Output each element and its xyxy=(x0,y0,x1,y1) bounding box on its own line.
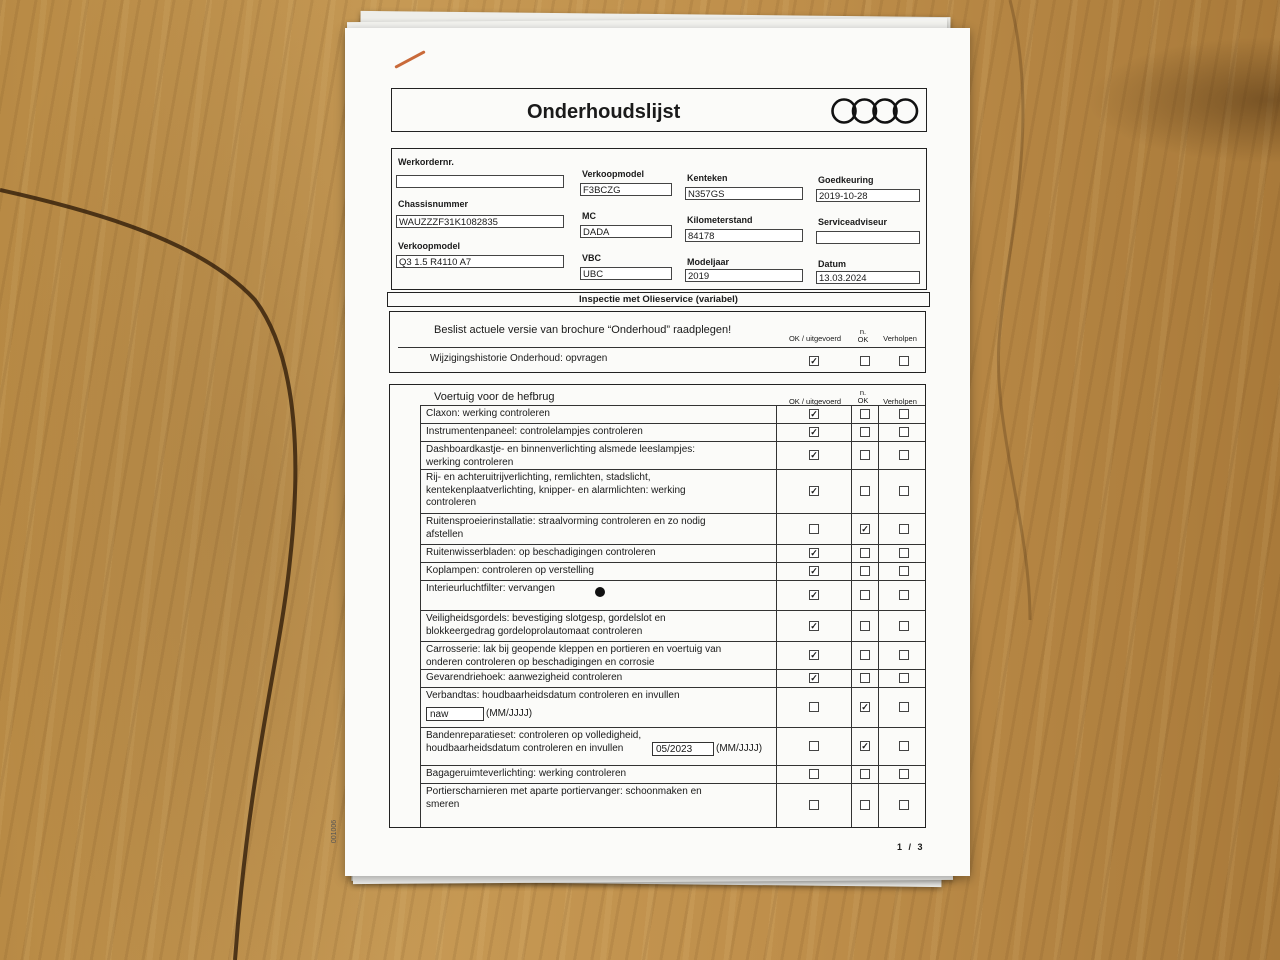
row-divider xyxy=(420,580,925,581)
row-divider xyxy=(420,562,925,563)
serviceadviseur-label: Serviceadviseur xyxy=(818,217,888,227)
row-divider xyxy=(420,669,925,670)
nok-checkbox[interactable] xyxy=(860,650,870,660)
row-divider xyxy=(420,610,925,611)
item-label: Wijzigingshistorie Onderhoud: opvragen xyxy=(430,353,608,364)
ok-checkbox[interactable]: ✓ xyxy=(810,450,818,460)
verholpen-checkbox[interactable] xyxy=(899,673,909,683)
werkordernr-label: Werkordernr. xyxy=(398,157,454,167)
date-format-hint: (MM/JJJJ) xyxy=(486,708,533,719)
ok-checkbox[interactable]: ✓ xyxy=(810,486,818,496)
vehicle-header xyxy=(391,148,927,290)
verkoopmodel-field[interactable]: Q3 1.5 R4110 A7 xyxy=(396,255,564,268)
modeljaar-label: Modeljaar xyxy=(687,257,730,267)
item-label: Ruitensproeierinstallatie: straalvorming controleren en zo nodig afstellen xyxy=(426,516,706,540)
datum-label: Datum xyxy=(818,259,847,269)
verholpen-checkbox[interactable] xyxy=(899,650,909,660)
item-label: Bandenreparatieset: controleren op volledigheid, houdbaarheidsdatum controleren en invullen xyxy=(426,730,642,754)
column-verholpen: Verholpen xyxy=(883,334,917,343)
ok-checkbox[interactable] xyxy=(809,524,819,534)
nok-checkbox[interactable] xyxy=(860,566,870,576)
nok-checkbox[interactable] xyxy=(860,673,870,683)
verholpen-checkbox[interactable] xyxy=(899,769,909,779)
row-divider xyxy=(420,423,925,424)
date-input[interactable]: 05/2023 xyxy=(652,742,714,756)
row-divider xyxy=(420,783,925,784)
ok-checkbox[interactable] xyxy=(809,702,819,712)
nok-checkbox[interactable] xyxy=(860,800,870,810)
datum-field[interactable]: 13.03.2024 xyxy=(816,271,920,284)
verholpen-checkbox[interactable] xyxy=(899,800,909,810)
nok-checkbox[interactable] xyxy=(860,409,870,419)
vbc-label: VBC xyxy=(582,253,602,263)
verholpen-checkbox[interactable] xyxy=(899,524,909,534)
nok-checkbox[interactable] xyxy=(860,450,870,460)
page-title: Onderhoudslijst xyxy=(527,101,681,123)
item-label: Instrumentenpaneel: controlelampjes controleren xyxy=(426,426,643,437)
item-label: Bagageruimteverlichting: werking controleren xyxy=(426,768,627,779)
date-input[interactable]: naw xyxy=(426,707,484,721)
column-ok: OK / uitgevoerd xyxy=(788,334,842,343)
row-divider xyxy=(420,441,925,442)
title-box xyxy=(391,88,927,132)
nok-checkbox[interactable]: ✓ xyxy=(861,702,869,712)
verholpen-checkbox[interactable] xyxy=(899,356,909,366)
item-label: Carrosserie: lak bij geopende kleppen en portieren en voertuig van onderen controleren op beschadigingen en corrosie xyxy=(426,644,722,668)
nok-checkbox[interactable] xyxy=(860,621,870,631)
item-label: Gevarendriehoek: aanwezigheid controleren xyxy=(426,672,623,683)
audi-rings-logo xyxy=(830,97,920,125)
ok-checkbox[interactable]: ✓ xyxy=(810,620,818,631)
verholpen-checkbox[interactable] xyxy=(899,450,909,460)
row-divider xyxy=(420,765,925,766)
verholpen-checkbox[interactable] xyxy=(899,409,909,419)
item-label: Verbandtas: houdbaarheidsdatum controleren en invullen xyxy=(426,690,680,701)
vbc-field[interactable]: UBC xyxy=(580,267,672,280)
ok-checkbox[interactable]: ✓ xyxy=(810,673,818,683)
verholpen-checkbox[interactable] xyxy=(899,621,909,631)
row-divider xyxy=(420,513,925,514)
maintenance-form xyxy=(331,28,970,876)
item-label: Interieurluchtfilter: vervangen xyxy=(426,583,555,594)
item-label: Portierscharnieren met aparte portiervanger: schoonmaken en smeren xyxy=(426,786,702,810)
item-label: Koplampen: controleren op verstelling xyxy=(426,565,594,576)
goedkeuring-field[interactable]: 2019-10-28 xyxy=(816,189,920,202)
row-divider xyxy=(420,727,925,728)
row-divider xyxy=(420,641,925,642)
nok-checkbox[interactable]: ✓ xyxy=(861,741,869,751)
verholpen-checkbox[interactable] xyxy=(899,702,909,712)
nok-checkbox[interactable] xyxy=(860,356,870,366)
nok-checkbox[interactable] xyxy=(860,486,870,496)
row-divider xyxy=(398,347,925,348)
group-hefbrug xyxy=(389,384,926,828)
kilometerstand-field[interactable]: 84178 xyxy=(685,229,803,242)
ok-checkbox[interactable]: ✓ xyxy=(810,409,818,419)
page-number: 1 / 3 xyxy=(897,842,925,852)
nok-checkbox[interactable]: ✓ xyxy=(861,523,869,534)
nok-checkbox[interactable] xyxy=(860,548,870,558)
item-label: Dashboardkastje- en binnenverlichting alsmede leeslampjes: werking controleren xyxy=(426,444,696,468)
verkoopmodel-code-label: Verkoopmodel xyxy=(582,169,645,179)
nok-checkbox[interactable] xyxy=(860,590,870,600)
column-verholpen: Verholpen xyxy=(883,397,917,406)
ok-checkbox[interactable]: ✓ xyxy=(810,356,818,366)
column-nok: n. OK xyxy=(857,388,869,405)
verholpen-checkbox[interactable] xyxy=(899,590,909,600)
ok-checkbox[interactable] xyxy=(809,800,819,810)
item-label: Claxon: werking controleren xyxy=(426,408,550,419)
row-divider xyxy=(420,544,925,545)
group-brochure xyxy=(389,311,926,373)
ok-checkbox[interactable]: ✓ xyxy=(810,566,818,576)
group-title: Beslist actuele versie van brochure “Onderhoud” raadplegen! xyxy=(434,324,732,336)
item-label: Veiligheidsgordels: bevestiging slotgesp, gordelslot en blokkeergedrag gordeloprolautomaat controleren xyxy=(426,613,666,637)
folio-number: 001006 xyxy=(331,819,339,844)
verholpen-checkbox[interactable] xyxy=(899,427,909,437)
staple xyxy=(394,50,425,69)
group-title: Voertuig voor de hefbrug xyxy=(434,391,555,403)
date-format-hint: (MM/JJJJ) xyxy=(716,743,763,754)
verkoopmodel-label: Verkoopmodel xyxy=(398,241,461,251)
nok-checkbox[interactable] xyxy=(860,769,870,779)
kenteken-field[interactable]: N357GS xyxy=(685,187,803,200)
ok-checkbox[interactable]: ✓ xyxy=(810,590,818,600)
kenteken-label: Kenteken xyxy=(687,173,728,183)
row-divider xyxy=(420,405,925,406)
pen-mark xyxy=(595,587,605,597)
row-divider xyxy=(420,687,925,688)
ok-checkbox[interactable]: ✓ xyxy=(810,548,818,558)
column-nok: n. OK xyxy=(857,327,869,344)
modeljaar-field[interactable]: 2019 xyxy=(685,269,803,282)
ok-checkbox[interactable] xyxy=(809,741,819,751)
row-divider xyxy=(420,469,925,470)
kilometerstand-label: Kilometerstand xyxy=(687,215,753,225)
item-label: Ruitenwisserbladen: op beschadigingen controleren xyxy=(426,547,656,558)
goedkeuring-label: Goedkeuring xyxy=(818,175,874,185)
item-label: Rij- en achteruitrijverlichting, remlichten, stadslicht, kentekenplaatverlichting, knipper- en alarmlichten: werking controleren xyxy=(426,472,686,508)
mc-label: MC xyxy=(582,211,596,221)
werkordernr-field[interactable] xyxy=(396,175,564,188)
nok-checkbox[interactable] xyxy=(860,427,870,437)
verholpen-checkbox[interactable] xyxy=(899,741,909,751)
column-ok: OK / uitgevoerd xyxy=(788,397,842,406)
chassisnummer-label: Chassisnummer xyxy=(398,199,469,209)
mc-field[interactable]: DADA xyxy=(580,225,672,238)
verholpen-checkbox[interactable] xyxy=(899,486,909,496)
ok-checkbox[interactable]: ✓ xyxy=(810,650,818,660)
serviceadviseur-field[interactable] xyxy=(816,231,920,244)
verholpen-checkbox[interactable] xyxy=(899,566,909,576)
ok-checkbox[interactable] xyxy=(809,769,819,779)
verholpen-checkbox[interactable] xyxy=(899,548,909,558)
section-title: Inspectie met Olieservice (variabel) xyxy=(387,292,930,307)
chassisnummer-field[interactable]: WAUZZZF31K1082835 xyxy=(396,215,564,228)
ok-checkbox[interactable]: ✓ xyxy=(810,427,818,437)
verkoopmodel-code-field[interactable]: F3BCZG xyxy=(580,183,672,196)
